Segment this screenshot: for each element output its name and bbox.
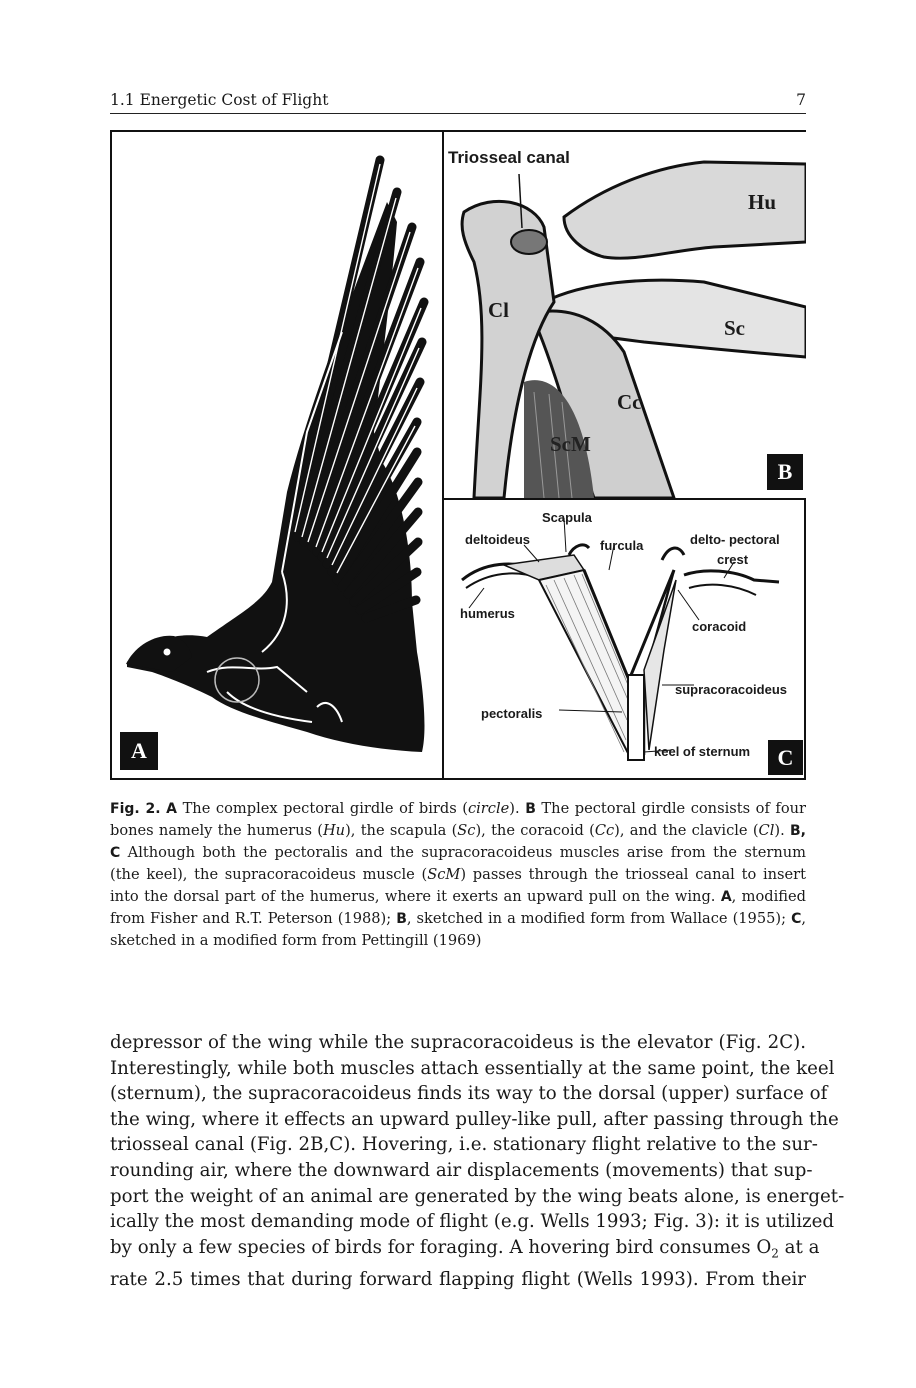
body-line-text: at a	[778, 1236, 820, 1258]
caption-b-label: B	[525, 801, 536, 817]
label-furcula: furcula	[600, 538, 644, 553]
panel-b-letter: B	[777, 459, 793, 484]
caption-source-b-label: B	[396, 911, 407, 927]
caption-a-label: A	[166, 801, 177, 817]
body-line: triosseal canal (Fig. 2B,C). Hovering, i.e. stationary flight relative to the sur-	[110, 1134, 818, 1156]
caption-italic: Cc	[594, 822, 615, 839]
caption-text: , sketched in a modified form from Pettingill (1969)	[110, 910, 806, 949]
label-hu: Hu	[748, 190, 777, 214]
body-paragraph	[110, 1030, 845, 1293]
label-sc: Sc	[724, 316, 745, 340]
running-head	[110, 89, 806, 114]
caption-text: ).	[509, 800, 526, 817]
label-scm: ScM	[550, 432, 591, 456]
body-line: rounding air, where the downward air displacements (movements) that sup-	[110, 1159, 813, 1181]
caption-text: ), the scapula (	[345, 822, 458, 839]
subscript: 2	[771, 1246, 779, 1261]
label-scapula: Scapula	[542, 510, 592, 525]
caption-text: ), the coracoid (	[475, 822, 595, 839]
caption-italic: ScM	[427, 866, 461, 883]
caption-source-c-label: C	[791, 911, 802, 927]
body-line: port the weight of an animal are generated by the wing beats alone, is energet-	[110, 1185, 845, 1207]
label-triosseal-canal: Triosseal canal	[448, 148, 570, 167]
label-delto-pectoral: delto- pectoral	[690, 532, 780, 547]
label-crest: crest	[717, 552, 749, 567]
caption-text: The complex pectoral girdle of birds (	[177, 800, 468, 817]
caption-italic: Hu	[322, 822, 346, 839]
caption-fig-label: Fig. 2.	[110, 801, 161, 817]
panel-c-letter: C	[777, 745, 794, 770]
figure-caption	[110, 798, 806, 952]
body-line: the wing, where it effects an upward pulley-like pull, after passing through the	[110, 1108, 839, 1130]
body-line: ically the most demanding mode of flight (e.g. Wells 1993; Fig. 3): it is utilized	[110, 1211, 835, 1233]
caption-text: ), and the clavicle (	[614, 822, 759, 839]
panel-a-letter: A	[131, 738, 147, 763]
caption-italic: Sc	[457, 822, 476, 839]
panel-a-bird-illustration	[112, 132, 442, 778]
caption-text: ).	[774, 822, 790, 839]
page-number: 7	[796, 91, 806, 109]
section-title: 1.1 Energetic Cost of Flight	[110, 91, 329, 109]
label-keel-of-sternum: keel of sternum	[654, 744, 751, 759]
caption-italic: circle	[467, 800, 510, 817]
label-supracoracoideus: supracoracoideus	[675, 682, 787, 697]
caption-text: The pectoral girdle consists of four bones namely the humerus (	[110, 800, 806, 839]
label-cc: Cc	[617, 390, 642, 414]
body-line	[110, 1235, 820, 1267]
body-line: Interestingly, while both muscles attach essentially at the same point, the keel	[110, 1057, 835, 1079]
caption-text: , modified from Fisher and R.T. Peterson (1988);	[110, 888, 807, 927]
label-deltoideus: deltoideus	[465, 532, 531, 547]
label-cl: Cl	[488, 298, 509, 322]
figure-2	[110, 130, 806, 780]
caption-text: ) passes through the triosseal canal to insert into the dorsal part of the humerus, where it exerts an upward pull on the wing.	[110, 866, 806, 905]
caption-text: Although both the pectoralis and the supracoracoideus muscles arise from the sternum (the keel), the supracoracoideus muscle (	[110, 844, 806, 883]
label-pectoralis: pectoralis	[481, 706, 543, 721]
label-coracoid: coracoid	[692, 619, 747, 634]
caption-bc-label: B, C	[110, 823, 806, 861]
label-humerus: humerus	[460, 606, 515, 621]
body-line: rate 2.5 times that during forward flapping flight (Wells 1993). From their	[110, 1268, 806, 1290]
caption-source-a-label: A	[720, 889, 732, 905]
body-line-text: by only a few species of birds for foraging. A hovering bird consumes O	[110, 1236, 772, 1258]
caption-text: , sketched in a modified form from Wallace (1955);	[406, 910, 792, 927]
body-line: depressor of the wing while the supracoracoideus is the elevator (Fig. 2C).	[110, 1032, 806, 1053]
caption-italic: Cl	[758, 822, 775, 839]
body-line: (sternum), the supracoracoideus finds its way to the dorsal (upper) surface of	[110, 1083, 828, 1105]
